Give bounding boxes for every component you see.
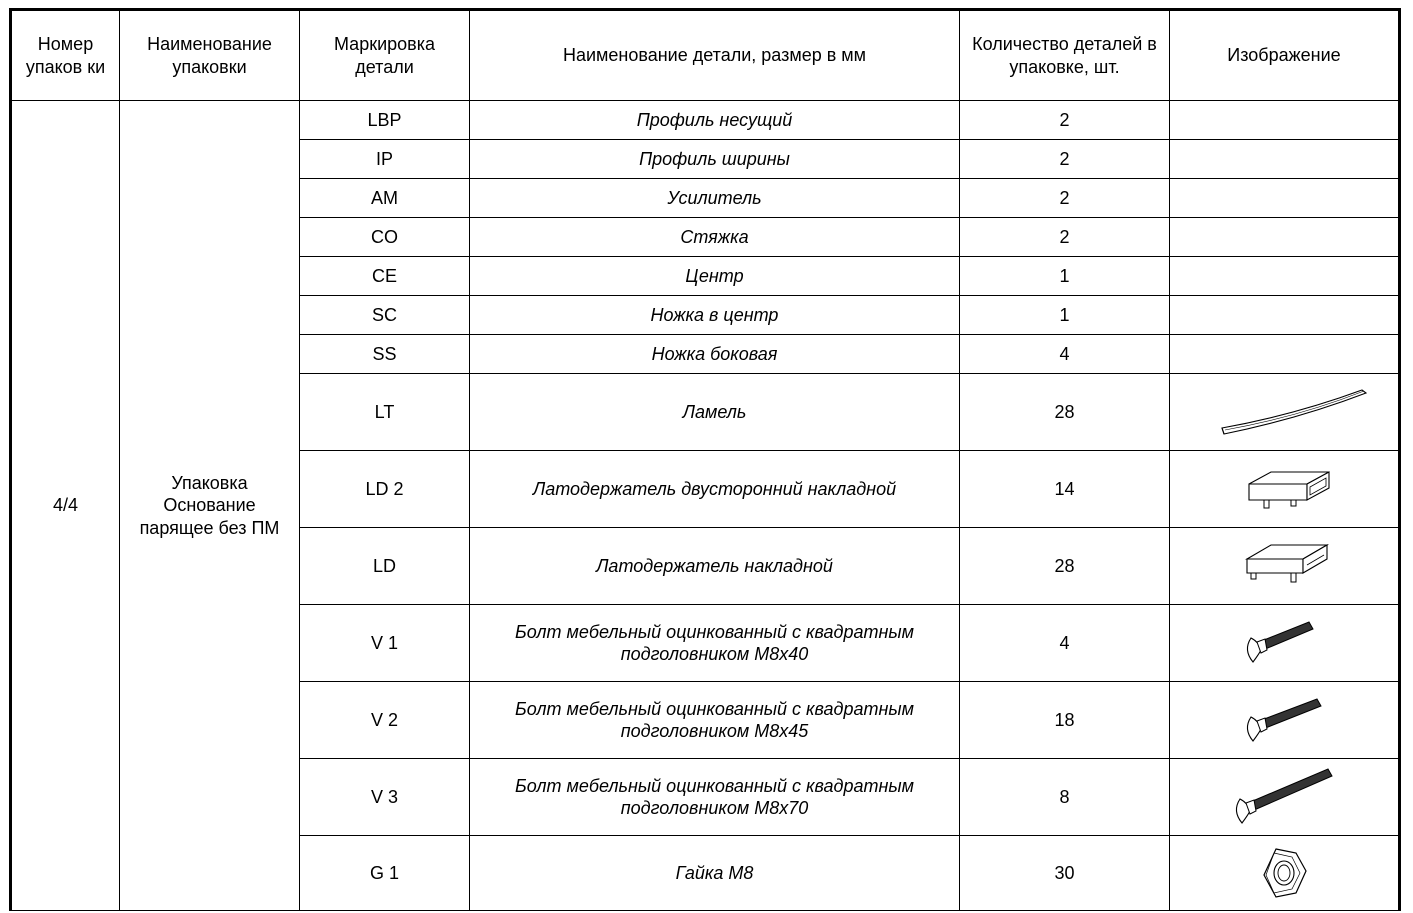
header-part-mark: Маркировка детали [300, 10, 470, 101]
part-name: Ножка в центр [470, 296, 960, 335]
part-name: Усилитель [470, 179, 960, 218]
part-qty: 2 [960, 140, 1170, 179]
part-name: Латодержатель накладной [470, 528, 960, 605]
part-name: Стяжка [470, 218, 960, 257]
part-qty: 28 [960, 374, 1170, 451]
part-image-cell [1170, 528, 1400, 605]
part-qty: 1 [960, 257, 1170, 296]
part-name: Гайка М8 [470, 836, 960, 911]
part-name: Профиль ширины [470, 140, 960, 179]
part-mark: SS [300, 335, 470, 374]
part-qty: 2 [960, 218, 1170, 257]
lath-holder-double-icon [1229, 456, 1339, 522]
part-name: Профиль несущий [470, 101, 960, 140]
part-name: Болт мебельный оцинкованный с квадратным подголовником М8х70 [470, 759, 960, 836]
part-mark: SC [300, 296, 470, 335]
part-image-cell [1170, 605, 1400, 682]
part-name: Ножка боковая [470, 335, 960, 374]
part-name: Ламель [470, 374, 960, 451]
part-mark: V 2 [300, 682, 470, 759]
part-mark: AM [300, 179, 470, 218]
lamel-icon [1194, 379, 1374, 445]
part-name: Латодержатель двусторонний накладной [470, 451, 960, 528]
lath-holder-icon [1229, 533, 1339, 599]
part-mark: V 1 [300, 605, 470, 682]
header-package-number: Номер упаков ки [11, 10, 120, 101]
part-qty: 4 [960, 335, 1170, 374]
part-name: Болт мебельный оцинкованный с квадратным подголовником М8х45 [470, 682, 960, 759]
part-image-cell [1170, 179, 1400, 218]
header-image: Изображение [1170, 10, 1400, 101]
bolt-short-icon [1229, 610, 1339, 676]
part-qty: 18 [960, 682, 1170, 759]
part-image-cell [1170, 836, 1400, 911]
part-qty: 4 [960, 605, 1170, 682]
part-qty: 8 [960, 759, 1170, 836]
part-mark: LBP [300, 101, 470, 140]
part-qty: 14 [960, 451, 1170, 528]
part-image-cell [1170, 682, 1400, 759]
part-mark: CO [300, 218, 470, 257]
part-qty: 2 [960, 179, 1170, 218]
parts-table [9, 8, 1401, 911]
part-image-cell [1170, 257, 1400, 296]
table-row [11, 101, 1400, 140]
part-qty: 28 [960, 528, 1170, 605]
package-number-cell: 4/4 [11, 101, 120, 911]
part-mark: LD 2 [300, 451, 470, 528]
package-name-cell: Упаковка Основание парящее без ПМ [120, 101, 300, 911]
bolt-medium-icon [1229, 687, 1339, 753]
table-header-row [11, 10, 1400, 101]
part-name: Центр [470, 257, 960, 296]
part-image-cell [1170, 374, 1400, 451]
part-qty: 30 [960, 836, 1170, 911]
part-image-cell [1170, 218, 1400, 257]
header-part-name: Наименование детали, размер в мм [470, 10, 960, 101]
part-mark: LT [300, 374, 470, 451]
part-mark: CE [300, 257, 470, 296]
part-image-cell [1170, 335, 1400, 374]
part-image-cell [1170, 140, 1400, 179]
part-image-cell [1170, 451, 1400, 528]
header-quantity: Количество деталей в упаковке, шт. [960, 10, 1170, 101]
part-mark: V 3 [300, 759, 470, 836]
part-image-cell [1170, 296, 1400, 335]
part-image-cell [1170, 101, 1400, 140]
part-mark: IP [300, 140, 470, 179]
part-mark: LD [300, 528, 470, 605]
part-mark: G 1 [300, 836, 470, 911]
bolt-long-icon [1224, 761, 1344, 833]
part-qty: 2 [960, 101, 1170, 140]
part-image-cell [1170, 759, 1400, 836]
nut-icon [1244, 843, 1324, 903]
header-package-name: Наименование упаковки [120, 10, 300, 101]
part-qty: 1 [960, 296, 1170, 335]
part-name: Болт мебельный оцинкованный с квадратным подголовником М8х40 [470, 605, 960, 682]
